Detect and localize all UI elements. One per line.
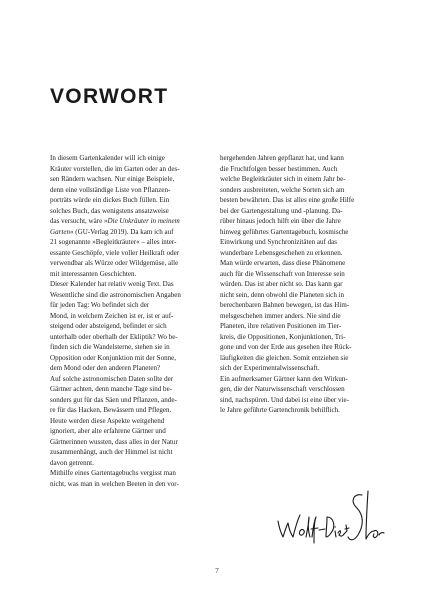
text-segment: « (GU-Verlag 2019). Da kam ich auf	[69, 227, 174, 236]
book-title-italic: Garten	[50, 227, 70, 236]
text-line: berechenbaren Bahnen bewegen, ist das Him-	[220, 301, 350, 309]
text-line: solches Buch, das wenigstens ansatzweise	[50, 206, 169, 215]
text-line: melsgeschehen immer anders. Nie sind die	[220, 311, 341, 320]
text-line: hergehenden Jahren gepflanzt hat, und kann	[220, 154, 344, 162]
text-line: die Fruchtfolgen besser bestimmen. Auch	[220, 164, 338, 173]
text-line: Gärtnerinnen wussten, dass alles in der Natur	[50, 437, 178, 446]
text-line: mit interessanten Geschichten.	[50, 269, 137, 278]
text-line: le Jahre geführte Gartenchronik behilflich.	[220, 406, 340, 414]
text-line: zusammenhängt, auch der Himmel ist nicht	[50, 448, 173, 456]
text-line: auch für die Wissenschaft von Interesse sein	[220, 269, 345, 278]
text-line: nicht sein, denn obwohl die Planeten sich in	[220, 290, 345, 299]
text-line: Gärtner achten, denn manche Tage sind be-	[50, 385, 173, 393]
text-line: steigend oder absteigend, befindet er sich	[50, 322, 167, 330]
text-line: re für das Hacken, Bewässern und Pflegen.	[50, 406, 172, 414]
text-column-right	[220, 153, 388, 416]
text-line: welche Begleitkräuter sich in einem Jahr be-	[220, 175, 346, 183]
author-signature	[276, 487, 388, 547]
text-line: Auf solche astronomischen Daten sollte der	[50, 374, 174, 383]
text-line: hinweg geführtes Gartentagebuch, kosmische	[220, 227, 349, 236]
text-line: essante Geschöpfe, viele voller Heilkraft oder	[50, 248, 180, 257]
text-line: nicht, was man in welchen Beeten in den vor-	[50, 479, 179, 488]
text-line: sonders gut für das Säen und Pflanzen, ande-	[50, 395, 177, 404]
text-line: dem Mond oder den anderen Planeten?	[50, 364, 161, 372]
text-line	[50, 216, 218, 227]
text-line: gone und von der Erde aus gesehen ihre Rück-	[220, 343, 352, 351]
text-line: Heute werden diese Aspekte weitgehend	[50, 416, 165, 425]
text-line: Kräuter vorstellen, die im Garten oder an des-	[50, 164, 180, 173]
text-line: für jeden Tag: Wo befindet sich der	[50, 301, 150, 309]
text-line: sonders ausbreiteten, welche Sorten sich am	[220, 185, 345, 194]
text-line: ignoriert, aber alte erfahrene Gärtner und	[50, 427, 166, 435]
text-line: rüber hinaus jedoch hilft ein über die Jahre	[220, 217, 341, 225]
text-column-left	[50, 153, 218, 489]
text-line: Einwirkung und Synchronizitäten auf das	[220, 238, 338, 246]
text-line: Man würde erwarten, dass diese Phänomene	[220, 259, 346, 267]
text-line: läufigkeiten die gleichen. Somit entziehen sie	[220, 353, 349, 362]
text-line: sen Rändern wachsen. Nur einige Beispiele,	[50, 175, 175, 183]
text-line: davon getrennt.	[50, 458, 94, 467]
text-line: wunderbare Lebensgeschehen zu erkennen.	[220, 248, 343, 257]
page-title: VORWORT	[50, 85, 169, 108]
text-line: gen, die der Naturwissenschaft verschlossen	[220, 385, 345, 393]
text-line: 21 sogenannte »Begleitkräuter« – alles inter-	[50, 238, 177, 246]
text-line: In diesem Gartenkalender will ich einige	[50, 154, 165, 162]
text-line: finden sich die Wandelsterne, stehen sie in	[50, 343, 170, 351]
text-line: sich der Experimentalwissenschaft.	[220, 364, 320, 372]
text-line: sind, nachspüren. Und dabei ist eine über vie-	[220, 395, 349, 404]
text-line: Dieser Kalender hat relativ wenig Text. Das	[50, 280, 174, 288]
text-line	[50, 227, 218, 238]
text-line: Mond, in welchem Zeichen ist er, ist er auf-	[50, 311, 174, 320]
text-line: Ein aufmerksamer Gärtner kann den Wirkun-	[220, 374, 348, 383]
text-line: Mithilfe eines Gartentagebuchs vergisst man	[50, 469, 176, 477]
text-line: Opposition oder Konjunktion mit der Sonne,	[50, 353, 177, 362]
text-line: Planeten, ihre relativen Positionen im Tier-	[220, 322, 342, 330]
book-title-italic: Die Unkräuter in meinem	[107, 217, 180, 225]
text-segment: das versucht, wäre »	[50, 217, 108, 225]
text-line: bei der Gartengestaltung und -planung. Da-	[220, 206, 343, 215]
text-line: Wesentliche sind die astronomischen Angaben	[50, 290, 181, 299]
text-line: besten bewährten. Das ist alles eine große Hilfe	[220, 196, 355, 204]
text-line: würden. Das ist aber nicht so. Das kann gar	[220, 280, 343, 288]
text-line: kreis, die Oppositionen, Konjunktionen, Tri-	[220, 332, 346, 341]
text-line: verwendbar als Würze oder Wildgemüse, alle	[50, 259, 179, 267]
text-line: porträts würde ein dickes Buch füllen. Ein	[50, 196, 170, 204]
text-line: unterhalb oder oberhalb der Ekliptik? Wo be-	[50, 332, 178, 341]
page-number: 7	[215, 567, 219, 575]
text-line: denn eine vollständige Liste von Pflanzen-	[50, 185, 171, 194]
